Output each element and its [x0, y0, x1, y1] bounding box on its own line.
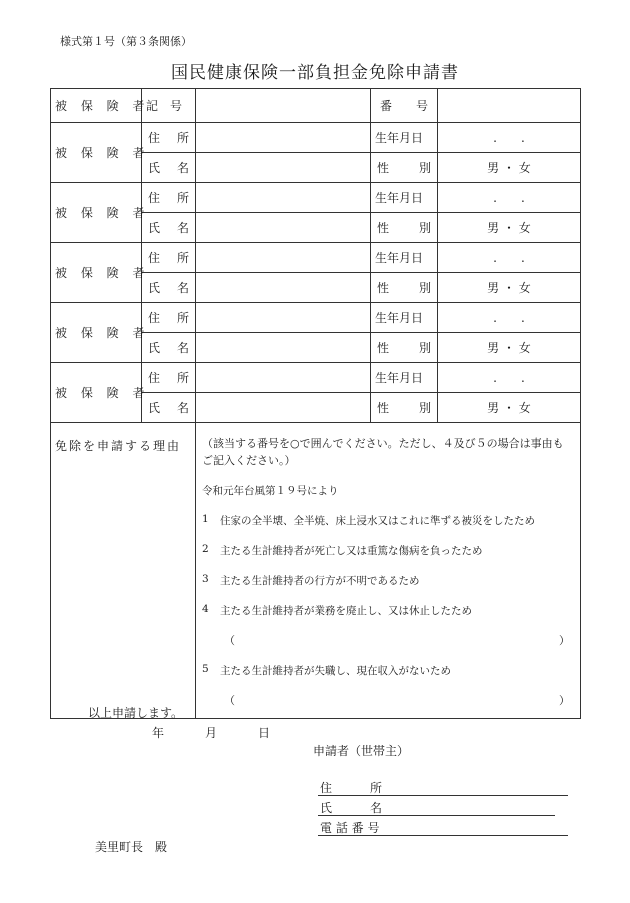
person-1-addr-row: [51, 123, 581, 153]
addr-label: 住 所: [142, 303, 196, 333]
reason-row: [51, 423, 581, 719]
person-4-sex-field[interactable]: 男 ・ 女: [438, 333, 581, 363]
person-5-group-label: 被 保 険 者: [51, 363, 142, 423]
person-4-name-field[interactable]: [196, 333, 371, 363]
person-1-sex-field[interactable]: 男 ・ 女: [438, 153, 581, 183]
person-3-addr-field[interactable]: [196, 243, 371, 273]
person-1-birth-field[interactable]: . .: [438, 123, 581, 153]
birth-label: 生年月日: [371, 123, 438, 153]
reason-label: 免除を申請する理由: [51, 423, 196, 719]
reason-intro: 令和元年台風第１９号により: [202, 485, 339, 497]
birth-label: 生年月日: [371, 243, 438, 273]
date-day-label: 日: [258, 726, 271, 740]
person-3-birth-field[interactable]: . .: [438, 243, 581, 273]
insured-header-cell: 被 保 険 者: [51, 89, 142, 123]
applicant-name-line[interactable]: 氏 名: [318, 799, 555, 816]
person-5-addr-row: [51, 363, 581, 393]
person-1-group-label: 被 保 険 者: [51, 123, 142, 183]
reason-option-1[interactable]: 1 住家の全半壊、全半焼、床上浸水又はこれに準ずる被災をしたため: [202, 513, 535, 527]
sex-label: 性 別: [371, 213, 438, 243]
date-month-label: 月: [205, 726, 218, 740]
form-number-label: 様式第１号（第３条関係）: [60, 35, 192, 48]
addr-label: 住 所: [142, 363, 196, 393]
person-5-name-field[interactable]: [196, 393, 371, 423]
person-3-addr-row: [51, 243, 581, 273]
person-2-name-field[interactable]: [196, 213, 371, 243]
reason-option-4[interactable]: 4 主たる生計維持者が業務を廃止し、又は休止したため: [202, 603, 472, 617]
sex-label: 性 別: [371, 273, 438, 303]
person-4-group-label: 被 保 険 者: [51, 303, 142, 363]
applicant-phone-line[interactable]: 電 話 番 号: [318, 819, 568, 836]
person-2-sex-field[interactable]: 男 ・ 女: [438, 213, 581, 243]
reason-option-3[interactable]: 3 主たる生計維持者の行方が不明であるため: [202, 573, 420, 587]
reason-option-5[interactable]: 5 主たる生計維持者が失職し、現在収入がないため: [202, 663, 451, 677]
person-5-sex-field[interactable]: 男 ・ 女: [438, 393, 581, 423]
person-4-birth-field[interactable]: . .: [438, 303, 581, 333]
applicant-address-line[interactable]: 住 所: [318, 779, 568, 796]
birth-label: 生年月日: [371, 303, 438, 333]
name-label: 氏 名: [142, 333, 196, 363]
name-label: 氏 名: [142, 153, 196, 183]
symbol-field[interactable]: [196, 89, 371, 123]
person-3-name-field[interactable]: [196, 273, 371, 303]
sex-label: 性 別: [371, 393, 438, 423]
person-2-addr-field[interactable]: [196, 183, 371, 213]
birth-label: 生年月日: [371, 363, 438, 393]
person-3-sex-field[interactable]: 男 ・ 女: [438, 273, 581, 303]
insured-number-row: [51, 89, 581, 123]
birth-label: 生年月日: [371, 183, 438, 213]
addr-label: 住 所: [142, 123, 196, 153]
person-2-group-label: 被 保 険 者: [51, 183, 142, 243]
applicant-label: 申請者（世帯主）: [313, 744, 410, 758]
person-5-birth-field[interactable]: . .: [438, 363, 581, 393]
symbol-label: 記 号: [142, 89, 196, 123]
number-field[interactable]: [438, 89, 581, 123]
person-4-addr-row: [51, 303, 581, 333]
reason-4-detail-field[interactable]: （ ）: [224, 634, 570, 647]
person-4-addr-field[interactable]: [196, 303, 371, 333]
name-label: 氏 名: [142, 393, 196, 423]
person-2-birth-field[interactable]: . .: [438, 183, 581, 213]
application-table: [50, 88, 581, 719]
person-1-name-field[interactable]: [196, 153, 371, 183]
reason-option-2[interactable]: 2 主たる生計維持者が死亡し又は重篤な傷病を負ったため: [202, 543, 483, 557]
sex-label: 性 別: [371, 153, 438, 183]
document-title: 国民健康保険一部負担金免除申請書: [171, 63, 459, 83]
reason-note: （該当する番号を○で囲んでください。ただし、４及び５の場合は事由もご記入ください。）: [202, 437, 564, 467]
reason-content: [196, 423, 581, 719]
name-label: 氏 名: [142, 213, 196, 243]
person-2-addr-row: [51, 183, 581, 213]
reason-5-detail-field[interactable]: （ ）: [224, 694, 570, 707]
person-3-group-label: 被 保 険 者: [51, 243, 142, 303]
number-label: 番 号: [371, 89, 438, 123]
date-year-label: 年: [152, 726, 165, 740]
apply-statement: 以上申請します。: [88, 706, 184, 720]
sex-label: 性 別: [371, 333, 438, 363]
person-5-addr-field[interactable]: [196, 363, 371, 393]
person-1-addr-field[interactable]: [196, 123, 371, 153]
addressee: 美里町長 殿: [95, 840, 168, 854]
name-label: 氏 名: [142, 273, 196, 303]
addr-label: 住 所: [142, 183, 196, 213]
addr-label: 住 所: [142, 243, 196, 273]
